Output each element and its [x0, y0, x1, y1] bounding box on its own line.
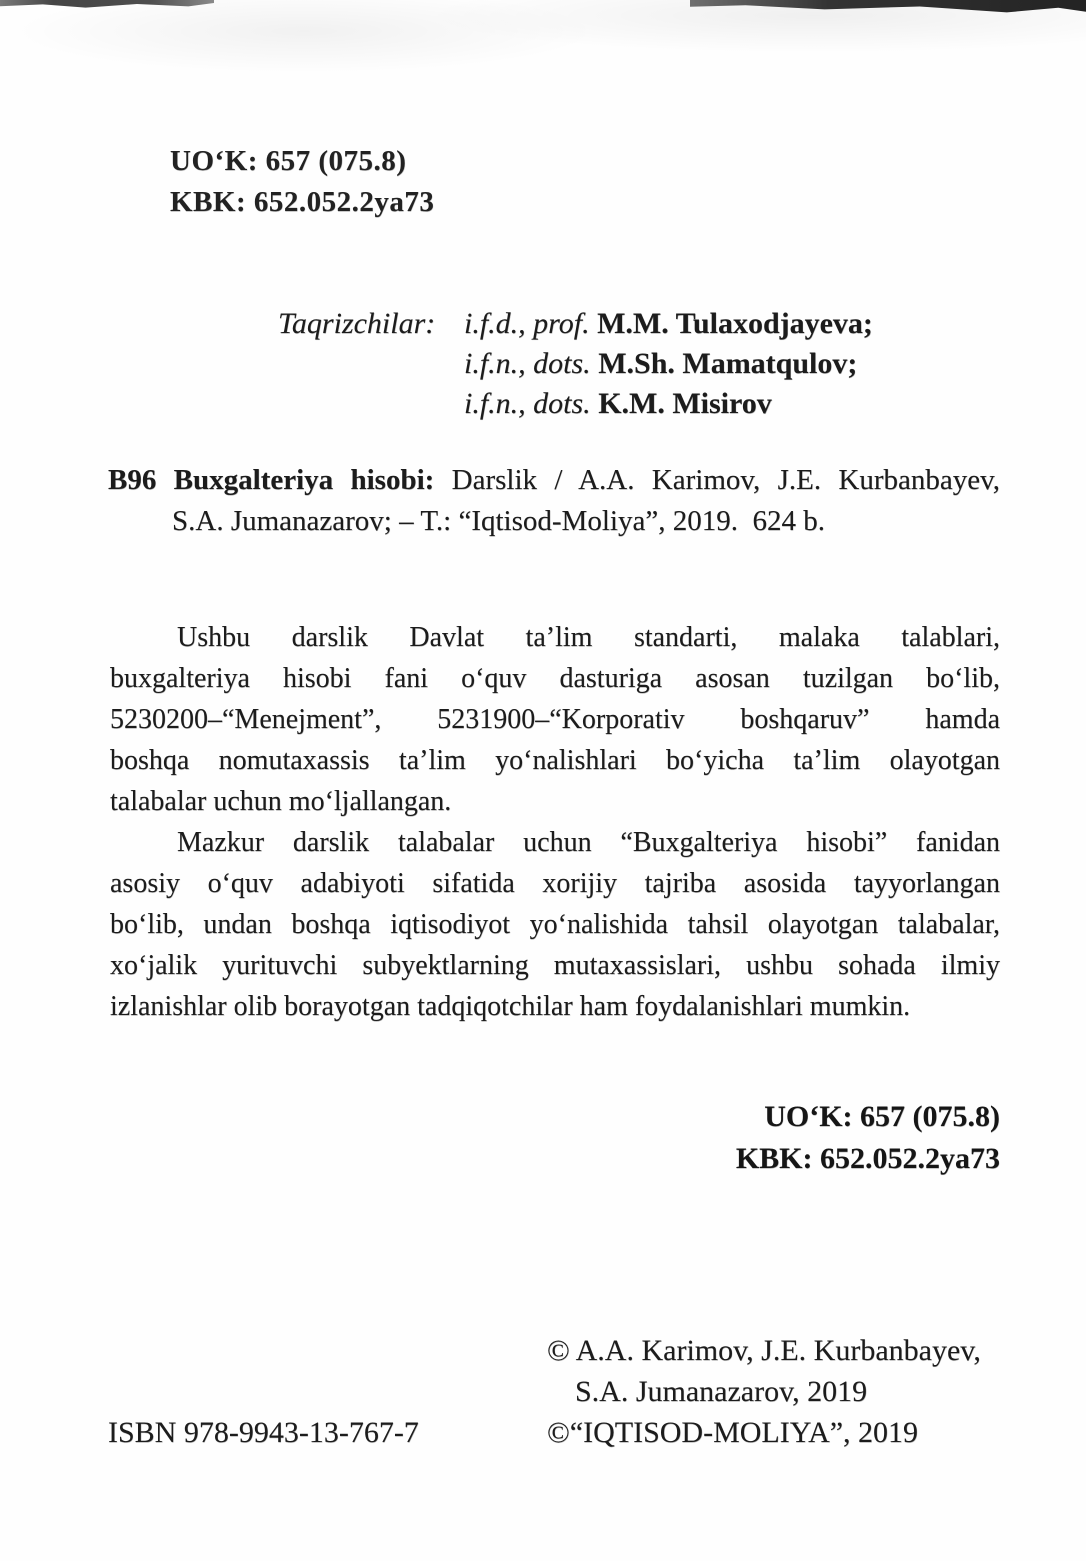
reviewer-name: K.M. Misirov	[598, 387, 772, 420]
annotation-line: 5230200–“Menejment”, 5231900–“Korporativ boshqaruv” hamda	[110, 704, 1000, 735]
scan-artifact-top-right-bar	[690, 0, 1086, 13]
annotation-line: Ushbu darslik Davlat ta’lim standarti, malaka talablari,	[177, 622, 1000, 653]
annotation-paragraph-2	[110, 822, 1000, 1027]
udk-code-top: UO‘K: 657 (075.8)	[170, 145, 407, 177]
reviewer-degree: i.f.d., prof.	[464, 307, 590, 340]
annotation-paragraph-1	[110, 617, 1000, 822]
reviewer-degree: i.f.n., dots.	[464, 347, 591, 380]
reviewer-row	[464, 304, 873, 344]
copyright-authors-line1: © A.A. Karimov, J.E. Kurbanbayev,	[547, 1334, 981, 1367]
annotation-line: boshqa nomutaxassis ta’lim yo‘nalishlari bo‘yicha ta’lim olayotgan	[110, 745, 1000, 776]
reviewer-row	[464, 344, 873, 384]
publisher-copyright: ©“IQTISOD-MOLIYA”, 2019	[547, 1416, 919, 1449]
bbk-code-bottom: KBK: 652.052.2ya73	[735, 1142, 1000, 1175]
annotation-line: asosiy o‘quv adabiyoti sifatida xorijiy tajriba asosida tayyorlangan	[110, 868, 1000, 899]
catalog-code: B96	[108, 464, 157, 496]
annotation-line: Mazkur darslik talabalar uchun “Buxgalteriya hisobi” fanidan	[177, 827, 1000, 858]
reviewers-label: Taqrizchilar:	[278, 307, 436, 340]
reviewer-row	[464, 384, 873, 424]
catalog-entry-line2: S.A. Jumanazarov; – T.: “Iqtisod-Moliya”, 2019. 624 b.	[172, 505, 825, 537]
reviewers-list	[464, 304, 873, 424]
annotation-line: izlanishlar olib borayotgan tadqiqotchilar ham foydalanishlari mumkin.	[110, 991, 911, 1022]
annotation-text	[110, 617, 1000, 1027]
classification-block-bottom	[736, 1096, 1000, 1180]
book-title: Buxgalteriya hisobi:	[173, 464, 435, 496]
isbn: ISBN 978-9943-13-767-7	[108, 1416, 419, 1449]
reviewer-name: M.Sh. Mamatqulov;	[598, 347, 858, 380]
udk-code-bottom: UO‘K: 657 (075.8)	[764, 1100, 1000, 1133]
annotation-line: buxgalteriya hisobi fani o‘quv dasturiga asosan tuzilgan bo‘lib,	[110, 663, 1000, 694]
annotation-line: talabalar uchun mo‘ljallangan.	[110, 786, 452, 817]
copyright-authors-line2: S.A. Jumanazarov, 2019	[575, 1375, 868, 1408]
copyright-block	[547, 1330, 981, 1453]
reviewer-degree: i.f.n., dots.	[464, 387, 591, 420]
catalog-entry-line1	[108, 460, 1000, 501]
scan-artifact-top-left-bar	[0, 0, 214, 8]
annotation-line: xo‘jalik yurituvchi subyektlarning mutaxassislari, ushbu sohada ilmiy	[110, 950, 1000, 981]
catalog-authors: Darslik / A.A. Karimov, J.E. Kurbanbayev,	[451, 464, 1000, 496]
classification-block-top	[170, 141, 434, 223]
reviewer-name: M.M. Tulaxodjayeva;	[597, 307, 873, 340]
catalog-entry	[108, 460, 1000, 542]
annotation-line: bo‘lib, undan boshqa iqtisodiyot yo‘nalishida tahsil olayotgan talabalar,	[110, 909, 1000, 940]
bbk-code-top: KBK: 652.052.2ya73	[170, 186, 435, 218]
